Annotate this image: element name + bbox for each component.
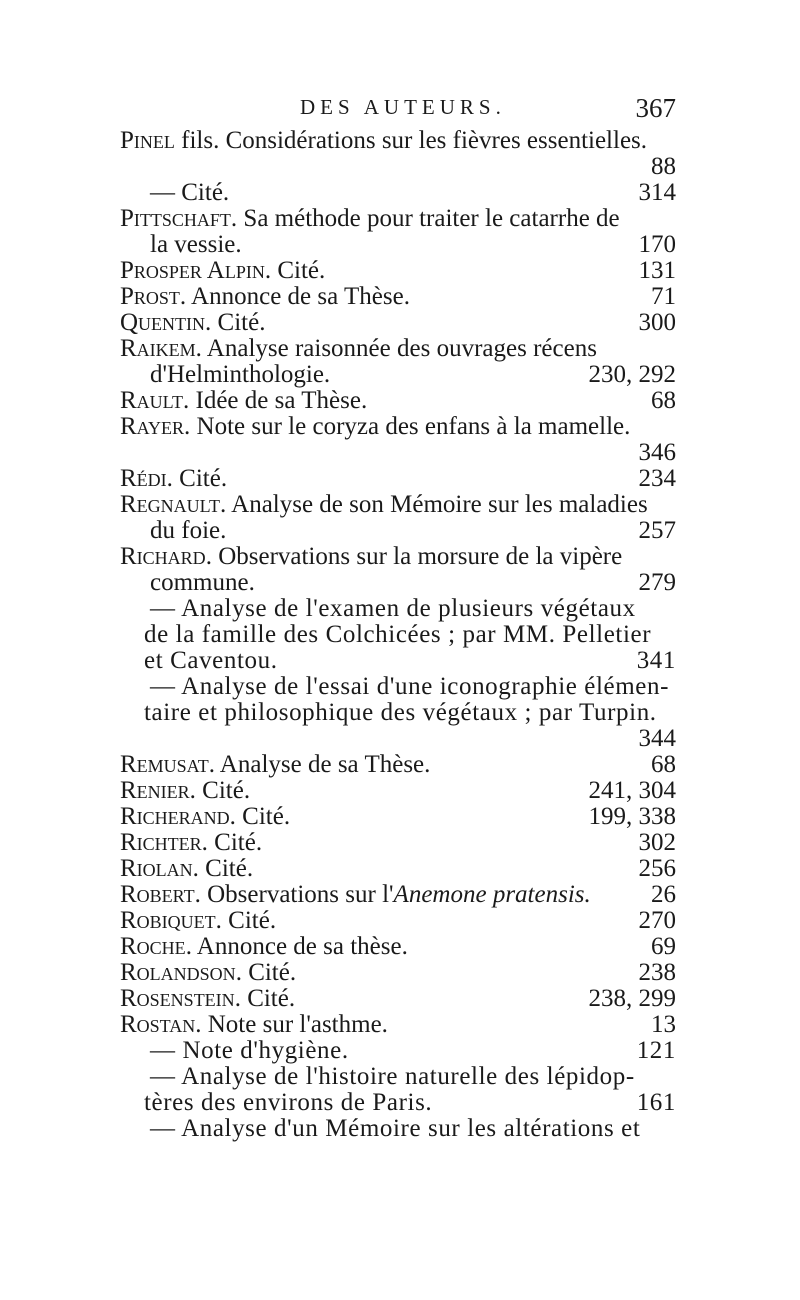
- entry-text: fils. Considérations sur les fièvres essentielles.: [174, 127, 648, 154]
- page-reference: 170: [638, 231, 676, 258]
- page-reference: 300: [638, 309, 676, 336]
- entry-text: . Analyse de sa Thèse.: [208, 751, 431, 778]
- index-line: [120, 544, 676, 570]
- author-name: Robiquet: [120, 907, 216, 934]
- index-line: [120, 466, 676, 492]
- author-name: Prost: [120, 283, 180, 310]
- index-line: [120, 154, 676, 180]
- author-index-list: [120, 128, 676, 1142]
- index-line: [120, 752, 676, 778]
- entry-text: . Analyse raisonnée des ouvrages récens: [195, 335, 597, 362]
- page-reference: 161: [636, 1089, 676, 1116]
- page-reference: 314: [638, 179, 676, 206]
- entry-text: — Analyse d'un Mémoire sur les altérations et: [150, 1115, 641, 1142]
- page-reference: 88: [651, 153, 676, 180]
- author-name: Raikem: [120, 335, 196, 362]
- index-line: [120, 804, 676, 830]
- index-line: [120, 518, 676, 544]
- page-number: 367: [635, 93, 676, 123]
- index-line: [120, 336, 676, 362]
- index-line: [120, 1090, 676, 1116]
- entry-text: . Cité.: [192, 855, 254, 882]
- entry-text: . Cité.: [234, 985, 296, 1012]
- index-line: [120, 388, 676, 414]
- author-name: Quentin: [120, 309, 206, 336]
- index-line: [120, 1064, 676, 1090]
- index-line: [120, 362, 676, 388]
- author-name: Pinel: [120, 127, 175, 154]
- entry-text: . Cité.: [166, 465, 228, 492]
- page-reference: 230, 292: [588, 361, 676, 388]
- author-name: Remusat: [120, 751, 209, 778]
- index-line: [120, 180, 676, 206]
- index-line: [120, 570, 676, 596]
- index-line: [120, 1012, 676, 1038]
- author-name: Richard: [120, 543, 206, 570]
- entry-text: — Note d'hygiène.: [150, 1037, 349, 1064]
- index-line: [120, 986, 676, 1012]
- entry-text: du foie.: [150, 517, 227, 544]
- entry-text: . Sa méthode pour traiter le catarrhe de: [230, 205, 620, 232]
- author-name: Rault: [120, 387, 184, 414]
- entry-text: . Cité.: [235, 959, 297, 986]
- entry-text: d'Helminthologie.: [150, 361, 331, 388]
- index-line: [120, 674, 676, 700]
- index-line: [120, 310, 676, 336]
- index-line: [120, 648, 676, 674]
- page-reference: 257: [638, 517, 676, 544]
- entry-text: . Note sur l'asthme.: [195, 1011, 388, 1038]
- page-reference: 238, 299: [588, 985, 676, 1012]
- page-reference: 238: [638, 959, 676, 986]
- index-line: [120, 284, 676, 310]
- index-line: [120, 882, 676, 908]
- page-reference: 199, 338: [588, 803, 676, 830]
- author-name: Pittschaft: [120, 205, 231, 232]
- page-reference: 341: [636, 647, 676, 674]
- page-reference: 241, 304: [588, 777, 676, 804]
- index-line: [120, 726, 676, 752]
- entry-text: . Cité.: [229, 803, 291, 830]
- entry-text: . Cité.: [264, 257, 326, 284]
- author-name: Rostan: [120, 1011, 196, 1038]
- page-reference: 234: [638, 465, 676, 492]
- page-reference: 302: [638, 829, 676, 856]
- author-name: Rolandson: [120, 959, 236, 986]
- entry-text: . Observations sur la morsure de la vipère: [205, 543, 623, 570]
- running-header: [120, 93, 676, 127]
- author-name: Robert: [120, 881, 195, 908]
- entry-text: commune.: [150, 569, 255, 596]
- entry-text: . Annonce de sa thèse.: [185, 933, 408, 960]
- author-name: Richerand: [120, 803, 230, 830]
- index-line: [120, 414, 676, 440]
- index-line: [120, 934, 676, 960]
- index-line: [120, 908, 676, 934]
- index-line: [120, 700, 676, 726]
- entry-text: de la famille des Colchicées ; par MM. Pelletier: [144, 621, 652, 648]
- index-line: [120, 206, 676, 232]
- page-reference: 69: [651, 933, 676, 960]
- page-reference: 270: [638, 907, 676, 934]
- index-line: [120, 830, 676, 856]
- entry-text: . Cité.: [215, 907, 277, 934]
- page-reference: 13: [651, 1011, 676, 1038]
- entry-text: tères des environs de Paris.: [144, 1089, 433, 1116]
- page-reference: 279: [638, 569, 676, 596]
- index-line: [120, 440, 676, 466]
- author-name: Regnault: [120, 491, 221, 518]
- entry-text: . Cité.: [201, 829, 263, 856]
- author-name: Rosenstein: [120, 985, 235, 1012]
- entry-text: . Annonce de sa Thèse.: [179, 283, 410, 310]
- entry-text: . Cité.: [189, 777, 251, 804]
- author-name: Prosper Alpin: [120, 257, 265, 284]
- index-line: [120, 1116, 676, 1142]
- author-name: Rayer: [120, 413, 185, 440]
- entry-text: . Note sur le coryza des enfans à la mamelle.: [184, 413, 631, 440]
- index-line: [120, 492, 676, 518]
- entry-text: . Observations sur l': [194, 881, 394, 908]
- page-reference: 346: [638, 439, 676, 466]
- author-name: Roche: [120, 933, 186, 960]
- page-reference: 344: [638, 725, 676, 752]
- page-reference: 256: [638, 855, 676, 882]
- author-name: Rédi: [120, 465, 167, 492]
- index-line: [120, 778, 676, 804]
- entry-text: — Analyse de l'histoire naturelle des lépidop-: [150, 1063, 635, 1090]
- entry-text: . Idée de sa Thèse.: [183, 387, 368, 414]
- entry-text: la vessie.: [150, 231, 242, 258]
- entry-text: — Analyse de l'essai d'une iconographie élémen-: [150, 673, 669, 700]
- page-reference: 131: [638, 257, 676, 284]
- entry-text: . Cité.: [205, 309, 266, 336]
- entry-text: taire et philosophique des végétaux ; par Turpin.: [144, 699, 657, 726]
- entry-text: et Caventou.: [144, 647, 278, 674]
- running-title: DES AUTEURS.: [300, 95, 506, 119]
- index-line: [120, 258, 676, 284]
- entry-text: . Analyse de son Mémoire sur les maladies: [220, 491, 648, 518]
- page-reference: 68: [651, 387, 676, 414]
- page-reference: 68: [651, 751, 676, 778]
- author-name: Renier: [120, 777, 190, 804]
- entry-text: — Analyse de l'examen de plusieurs végétaux: [150, 595, 636, 622]
- page-reference: 26: [651, 881, 676, 908]
- index-line: [120, 960, 676, 986]
- author-name: Riolan: [120, 855, 193, 882]
- index-line: [120, 128, 676, 154]
- entry-text: — Cité.: [150, 179, 230, 206]
- index-line: [120, 1038, 676, 1064]
- page-reference: 121: [636, 1037, 676, 1064]
- entry-italic-text: Anemone pratensis.: [393, 881, 591, 908]
- index-line: [120, 596, 676, 622]
- index-line: [120, 232, 676, 258]
- index-line: [120, 856, 676, 882]
- page-reference: 71: [651, 283, 676, 310]
- author-name: Richter: [120, 829, 202, 856]
- index-line: [120, 622, 676, 648]
